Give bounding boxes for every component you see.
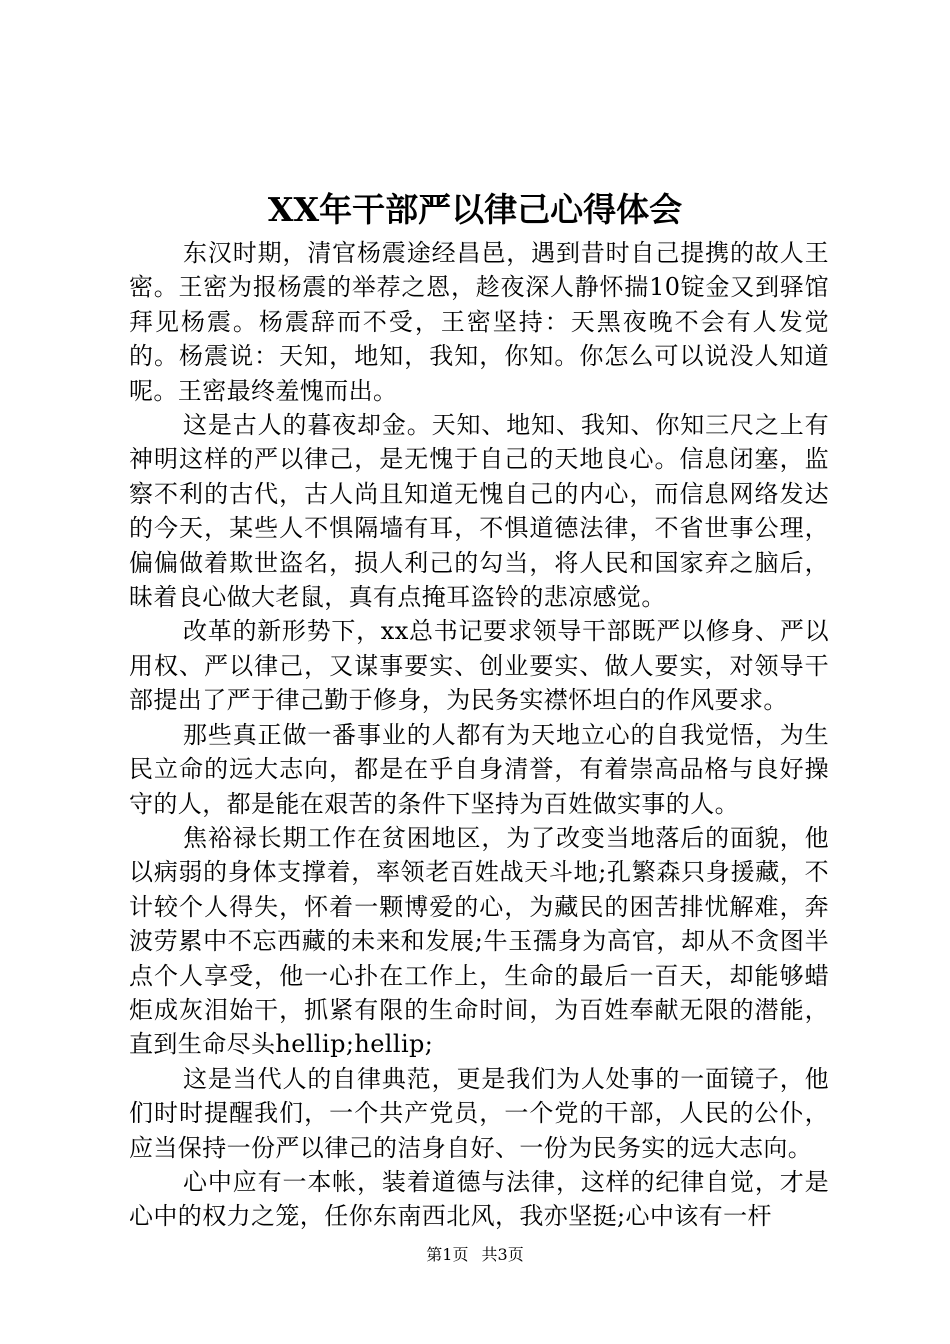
document-body	[129, 236, 829, 1234]
paragraph: 东汉时期，清官杨震途经昌邑，遇到昔时自己提携的故人王密。王密为报杨震的举荐之恩，趁夜深人静怀揣10锭金又到驿馆拜见杨震。杨震辞而不受，王密坚持：天黑夜晚不会有人发觉的。杨震说：天知，地知，我知，你知。你怎么可以说没人知道呢。王密最终羞愧而出。	[129, 239, 829, 405]
page-title: XX年干部严以律己心得体会	[267, 190, 683, 229]
paragraph: 这是当代人的自律典范，更是我们为人处事的一面镜子，他们时时提醒我们，一个共产党员，一个党的干部，人民的公仆，应当保持一份严以律己的洁身自好、一份为民务实的远大志向。	[129, 1064, 829, 1162]
page-total: 共3页	[481, 1245, 524, 1264]
page-number: 第1页	[426, 1245, 469, 1264]
page-footer	[0, 1244, 950, 1266]
paragraph: 焦裕禄长期工作在贫困地区，为了改变当地落后的面貌，他以病弱的身体支撑着，率领老百姓战天斗地;孔繁森只身援藏，不计较个人得失，怀着一颗博爱的心，为藏民的困苦排忧解难，奔波劳累中不忘西藏的未来和发展;牛玉孺身为高官，却从不贪图半点个人享受，他一心扑在工作上，生命的最后一百天，却能够蜡炬成灰泪始干，抓紧有限的生命时间，为百姓奉献无限的潜能，直到生命尽头hellip;hellip;	[129, 823, 829, 1059]
paragraph: 这是古人的暮夜却金。天知、地知、我知、你知三尺之上有神明这样的严以律己，是无愧于自己的天地良心。信息闭塞，监察不利的古代，古人尚且知道无愧自己的内心，而信息网络发达的今天，某些人不惧隔墙有耳，不惧道德法律，不省世事公理，偏偏做着欺世盗名，损人利己的勾当，将人民和国家弃之脑后，昧着良心做大老鼠，真有点掩耳盗铃的悲凉感觉。	[129, 411, 829, 612]
paragraph: 改革的新形势下，xx总书记要求领导干部既严以修身、严以用权、严以律己，又谋事要实、创业要实、做人要实，对领导干部提出了严于律己勤于修身，为民务实襟怀坦白的作风要求。	[129, 617, 829, 715]
paragraph: 心中应有一本帐，装着道德与法律，这样的纪律自觉，才是心中的权力之笼，任你东南西北风，我亦坚挺;心中该有一杆	[129, 1167, 829, 1231]
paragraph: 那些真正做一番事业的人都有为天地立心的自我觉悟，为生民立命的远大志向，都是在乎自身清誉，有着崇高品格与良好操守的人，都是能在艰苦的条件下坚持为百姓做实事的人。	[129, 720, 829, 818]
